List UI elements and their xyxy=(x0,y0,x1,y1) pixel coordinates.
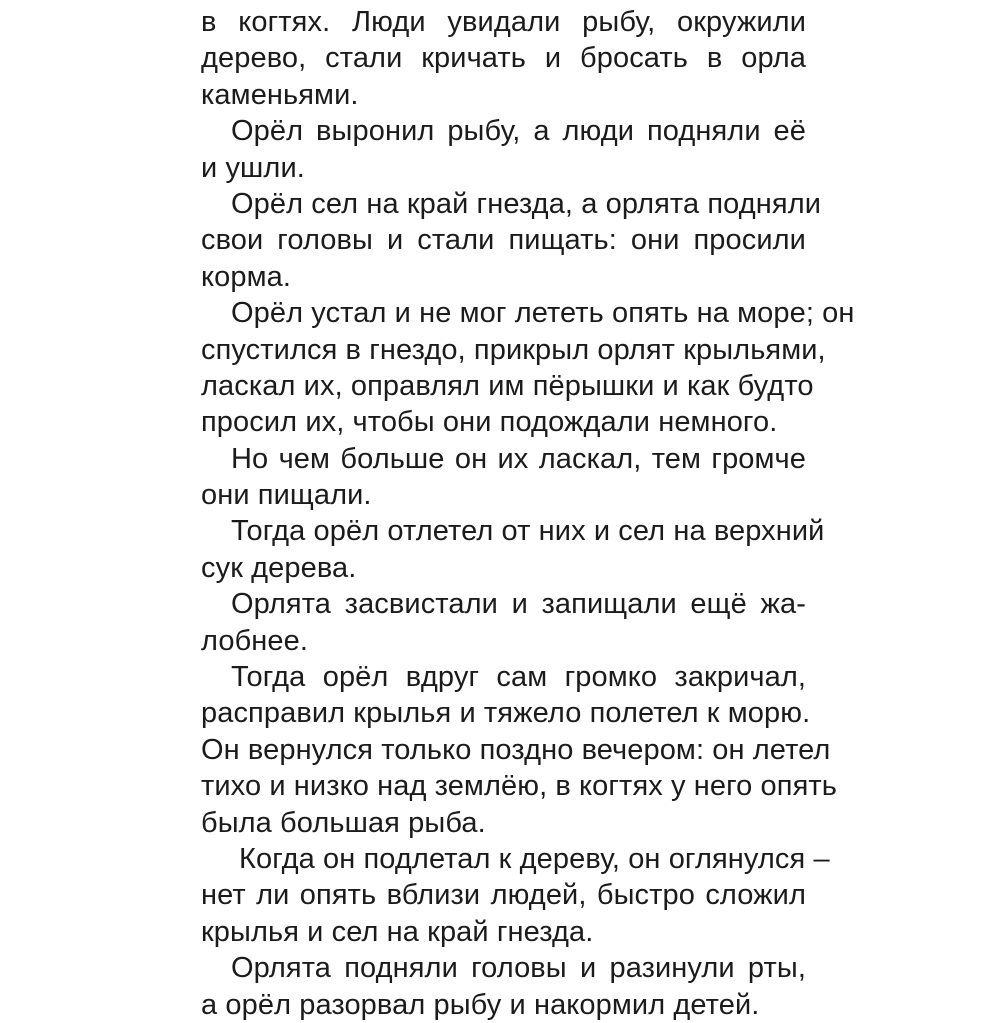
text-line: была большая рыба. xyxy=(201,806,486,839)
text-line: нет ли опять вблизи людей, быстро сложил xyxy=(201,879,806,912)
text-line: в когтях. Люди увидали рыбу, окружили xyxy=(201,6,806,38)
text-line: свои головы и стали пищать: они просили xyxy=(201,224,806,257)
text-line: дерево, стали кричать и бросать в орла xyxy=(201,42,806,75)
paragraph-first-line: Тогда орёл отлетел от них и сел на верхний xyxy=(231,515,825,548)
paragraph-first-line: Орёл устал и не мог лететь опять на море; он xyxy=(231,297,855,330)
text-line: крылья и сел на край гнезда. xyxy=(201,915,594,948)
story-text xyxy=(201,4,855,1023)
text-line: а орёл разорвал рыбу и накормил детей. xyxy=(201,988,760,1021)
text-line: корма. xyxy=(201,260,291,293)
text-line: ласкал их, оправлял им пёрышки и как будто xyxy=(201,369,814,402)
paragraph-first-line: Когда он подлетал к дереву, он оглянулся – xyxy=(239,842,830,875)
text-line: лобнее. xyxy=(201,624,309,657)
text-line: Он вернулся только поздно вечером: он летел xyxy=(201,733,831,766)
text-line: просил их, чтобы они подождали немного. xyxy=(201,406,778,439)
text-line: и ушли. xyxy=(201,151,305,184)
text-line: сук дерева. xyxy=(201,551,357,584)
paragraph-first-line: Тогда орёл вдруг сам громко закричал, xyxy=(231,661,806,694)
paragraph-first-line: Орлята подняли головы и разинули рты, xyxy=(231,952,806,985)
paragraph-first-line: Орлята засвистали и запищали ещё жа- xyxy=(231,588,806,621)
text-line: каменьями. xyxy=(201,78,359,111)
paragraph-first-line: Орёл сел на край гнезда, а орлята подняли xyxy=(231,187,822,220)
text-line: спустился в гнездо, прикрыл орлят крыльями, xyxy=(201,333,826,366)
text-line: они пищали. xyxy=(201,479,372,512)
text-line: тихо и низко над землёю, в когтях у него опять xyxy=(201,770,837,803)
paragraph-first-line: Но чем больше он их ласкал, тем громче xyxy=(231,442,806,475)
text-line: расправил крылья и тяжело полетел к морю. xyxy=(201,697,811,730)
paragraph-first-line: Орёл выронил рыбу, а люди подняли её xyxy=(231,115,806,148)
